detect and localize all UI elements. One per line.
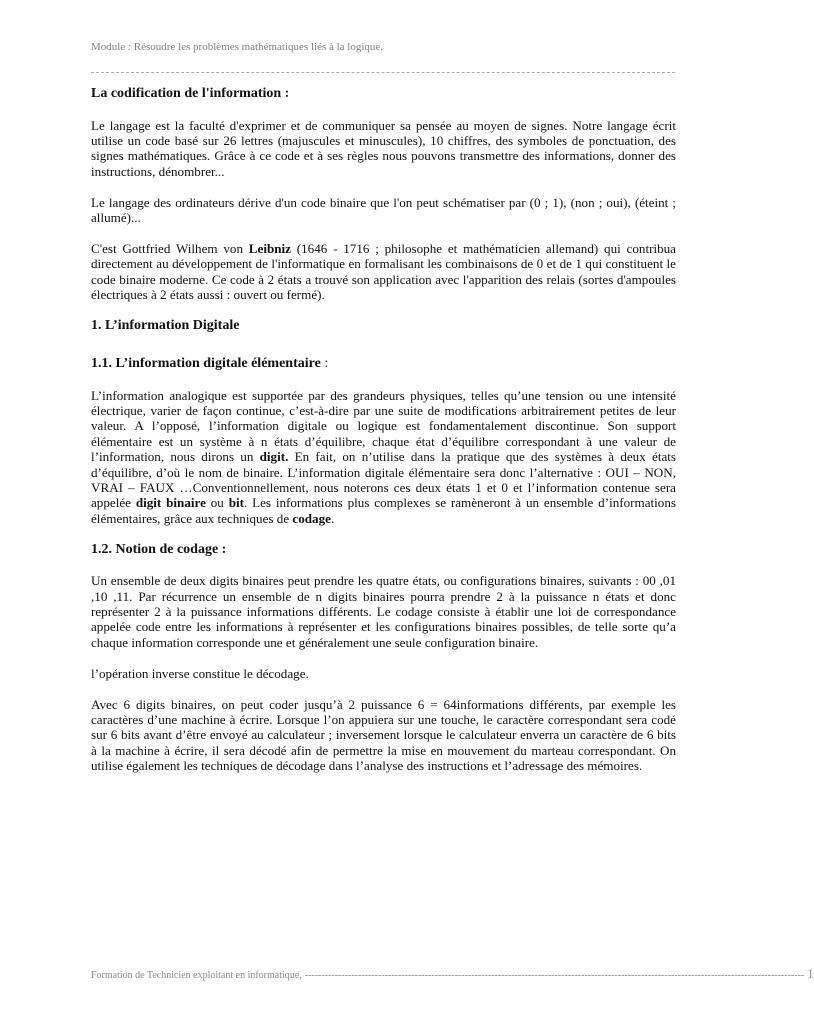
- paragraph-langage: Le langage est la faculté d'exprimer et de communiquer sa pensée au moyen de signes. Notre langage écrit utilise un code basé sur 26 lettres (majuscules et minuscules), 10 chiffres, des symboles de ponctuation, des signes mathématiques. Grâce à ce code et à ses règles nous pouvons transmettre des informations, donner des instructions, dénombrer...: [91, 117, 676, 179]
- bold-digit: digit.: [259, 449, 289, 465]
- paragraph-six-digits: Avec 6 digits binaires, on peut coder jusqu’à 2 puissance 6 = 64informations différents, par exemple les caractères d’une machine à écrire. Lorsque l’on appuiera sur une touche, le caractère correspondant sera codé sur 6 bits avant d’être envoyé au calculateur ; inversement lorsque le calculateur enverra un caractère de 6 bits à la machine à écrire, il sera décodé afin de permettre la mise en mouvement du marteau correspondant. On utilise également les techniques de décodage dans l’analyse des instructions et l’adressage des mémoires.: [91, 696, 676, 774]
- section-title-codification: La codification de l'information :: [91, 86, 290, 101]
- footer-text: Formation de Technicien exploitant en informatique,: [91, 970, 302, 981]
- paragraph-information-analogique: [91, 388, 676, 527]
- section-title-information-digitale: 1. L’information Digitale: [91, 318, 240, 334]
- text-run: ou: [205, 495, 229, 511]
- paragraph-langage-ordinateurs: Le langage des ordinateurs dérive d'un code binaire que l'on peut schématiser par (0 ; 1), (non ; oui), (éteint ; allumé)...: [91, 194, 676, 226]
- heading-text: 1.1. L’information digitale élémentaire: [91, 356, 321, 372]
- text-run: L’information analogique est supportée par des grandeurs physiques, telles qu’une tension ou une intensité électrique, varier de façon continue, c’est-à-dire par une suite de modifications arbitrairement petites de leur valeur. A l’opposé, l’information digitale ou logique est fondamentalement discontinue. Son support élémentaire est un système à n états d’équilibre, chaque état d’équilibre correspondant à une valeur de l’information, nous dirons un: [91, 387, 676, 465]
- page-footer: [91, 966, 814, 982]
- document-body: [91, 86, 676, 789]
- text-run: .: [330, 510, 335, 526]
- bold-codage: codage: [292, 510, 331, 526]
- heading-suffix: :: [320, 356, 329, 372]
- text-run: C'est Gottfried Wilhem von: [91, 240, 249, 256]
- footer-dashes: ------------------------------------------------------------------------------------------------------------------------------------------------------: [304, 970, 805, 981]
- page-header: Module : Résoudre les problèmes mathématiques liés à la logique.: [91, 41, 384, 53]
- section-title-notion-codage: 1.2. Notion de codage :: [91, 541, 227, 557]
- bold-bit: bit: [228, 495, 244, 511]
- paragraph-digits-binaires: Un ensemble de deux digits binaires peut prendre les quatre états, ou configurations binaires, suivants : 00 ,01 ,10 ,11. Par récurrence un ensemble de n digits binaires pourra prendre 2 à la puissance n états et donc représenter 2 à la puissance informations différents. Le codage consiste à établir une loi de correspondance appelée code entre les informations à représenter et les configurations binaires possibles, de telle sorte qu’a chaque information corresponde une et généralement une seule configuration binaire.: [91, 573, 676, 650]
- text-run: . Les informations plus complexes se ramèneront à un ensemble d’informations élémentaires, grâce aux techniques de: [91, 495, 677, 526]
- paragraph-decodage: l’opération inverse constitue le décodage.: [91, 665, 309, 681]
- text-run: (1646 - 1716 ; philosophe et mathématicien allemand) qui contribua directement au développement de l'informatique en formalisant les combinaisons de 0 et de 1 qui constituent le code binaire moderne. Ce code à 2 états a trouvé son application avec l'apparition des relais (sortes d'ampoules électriques à 2 états aussi : ouvert ou fermé).: [91, 240, 676, 303]
- section-title-information-elementaire: [91, 356, 676, 372]
- paragraph-leibniz: [91, 241, 676, 303]
- header-separator: [91, 72, 675, 73]
- page-number: 1: [807, 966, 814, 981]
- bold-digit-binaire: digit binaire: [135, 495, 206, 511]
- bold-leibniz: Leibniz: [248, 240, 291, 256]
- text-run: En fait, on n’utilise dans la pratique que des systèmes à deux états d’équilibre, d’où le nom de binaire. L’information digitale élémentaire sera donc l’alternative : OUI – NON, VRAI – FAUX …Conventionnellement, nous noterons ces deux états 1 et 0 et l’information contenue sera appelée: [91, 449, 677, 511]
